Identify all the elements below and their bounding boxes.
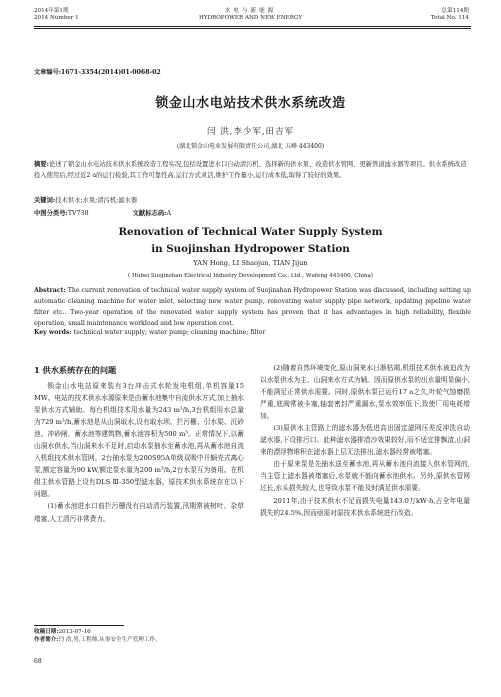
header-journal: 水电与新能源 HYDROPOWER AND NEW ENERGY [198, 8, 303, 21]
affiliation-en: ( Hubei Suojinshan Electrical Industry Development Co., Ltd., Wufeng 443400, China) [128, 273, 373, 279]
title-en-line1: Renovation of Technical Water Supply System [118, 226, 383, 238]
affiliation-cn: (湖北锁金山电业发展有限责任公司,湖北 五峰 443400) [176, 143, 325, 150]
paragraph: 由于原来泵是先抽水送至蓄水池,再从蓄水池自流接入供水管网的,当主管上滤水器被堵塞后,水泵就不能向蓄水池供水。另外,原供水管网过长,水头损失较大,也导致水泵不能及时满足供水需要。 [260, 460, 470, 493]
abstract-en-text: The current renovation of technical water supply system of Suojinshan Hydropower Station was discussed, including setting up automatic cleaning machine for water inlet, selecting new water pump, renovating water supply pipe network, updating pipeline water filter etc.. Two-year operation of the renovated water supply system has proven that it has advantages in high reliability, flexible operation, small maintenance workload and low operation cost. [34, 287, 471, 327]
abstract-cn-label: 摘要: [34, 161, 49, 168]
section-heading: 1 供水系统存在的问题 [34, 365, 117, 375]
footnote-received: 收稿日期:2013-07-16 [34, 629, 91, 635]
abstract-cn-text: 论述了锁金山水电站技术供水系统改造工程实况,包括设置进水口自动清污机、选择新的供水泵、改造供水管网、更新管道滤水器等项目。供水系统改造投入使用后,经过近2 a的运行检验,其工作可靠性高,运行方式灵活,维护工作量小,运行成本低,取得了较好的效果。 [34, 161, 467, 179]
title-en-line2: in Suojinshan Hydropower Station [151, 243, 350, 255]
page-number: 68 [34, 658, 42, 665]
header-issue: 2014年第1期 2014 Number 1 [34, 8, 79, 21]
abstract-en [34, 285, 471, 329]
keywords-en-label: Key words: [34, 329, 72, 336]
clc-value: TV738 [67, 210, 89, 217]
keywords-cn-text: 技术供水;水泵;清污机;滤水器 [55, 197, 138, 204]
title-cn: 锁金山水电站技术供水系统改造 [155, 96, 346, 111]
doc-code-label: 文献标志码: [132, 210, 167, 217]
footnote-rule [34, 625, 124, 626]
paragraph: 锁金山水电站原来装有3台冲击式水轮发电机组,单机容量15 MW。电站的技术供水水源原来是由蓄水池集中自流供水方式,加上抽水泵供水方式辅助。每台机组技术用水量为243 m³/h,3台机组用水总量为729 m³/h,蓄水池是从山洞取水,设有取水坝、拦污栅、引水渠、沉砂池、冲砂闸、蓄水池等建筑物,蓄水池容积为500 m³。正常情况下,以蓄山洞水供水,当山洞来水不足时,启动水泵抽水至蓄水池,再从蓄水池自流入机组技术供水管网。2台抽水泵为200S95A单级双吸中开蜗壳式离心泵,额定容量为90 kW,额定泵水量为200 m³/h,2台水泵互为备用。在机组主供水管路上设有DLS Ⅲ-350型滤水器。原技术供水系统存在以下问题。 [34, 382, 244, 499]
article-number: 文章编号:1671-3354(2014)01-0068-02 [34, 69, 161, 76]
title-en [0, 224, 501, 258]
header-rule-thin [34, 28, 471, 29]
authors-cn: 闫 洪,李少军,田吉军 [206, 127, 295, 137]
authors-en: YAN Hong, LI Shaojun, TIAN Jijun [193, 259, 308, 267]
footnote-author: 作者简介:闫 洪,男,工程师,从事安全生产管理工作。 [34, 637, 161, 643]
keywords-cn-label: 关键词: [34, 197, 56, 204]
keywords-en-text: technical water supply; water pump; cleaning machine; filter [71, 329, 266, 336]
classification-row [34, 208, 171, 217]
header-total: 总第114期 Total No. 114 [430, 8, 469, 21]
paragraph: (2)随着自然环境变化,原山洞来水日渐枯竭,机组技术供水被迫改为以水泵供水为主、山洞来水方式为辅。因而原供水泵的出水量明显偏小,不能满足正常供水需要。同时,原供水泵已运行17 a之久,叶轮气蚀磨损严重,底阀常被卡塞,轴套密封严重漏水,泵水效率低下,致使厂用电耗增加。 [260, 364, 470, 421]
body-left-column [34, 364, 244, 525]
clc-label: 中图分类号: [34, 210, 68, 217]
keywords-en [34, 329, 266, 336]
paragraph: (3)原供水主管路上的滤水器为低进高出固定滤网压差反冲洗自动滤水器,下设排污口。此种滤水器排渣沙效果较好,而不适宜排飘渣,山洞来的漂浮物堆积在滤水器上层无法排出,滤水器经常被堵塞。 [260, 424, 470, 457]
paragraph: 2011年,由于技术供水不足而损失电量143.0万kW·h,占全年电量损失的24.5%,因而亟需对原技术供水系统进行改造。 [260, 496, 470, 517]
body-right-column [260, 362, 470, 519]
doc-code-value: A [166, 210, 171, 217]
abstract-en-label: Abstract: [34, 287, 66, 294]
abstract-cn [34, 159, 471, 181]
paragraph: (1)蓄水池进水口前拦污栅没有自动清污装置,汛期常被树叶、杂草堵塞,人工清污非常费力。 [34, 502, 244, 523]
keywords-cn [34, 195, 137, 204]
header-rule-thick [34, 26, 471, 27]
